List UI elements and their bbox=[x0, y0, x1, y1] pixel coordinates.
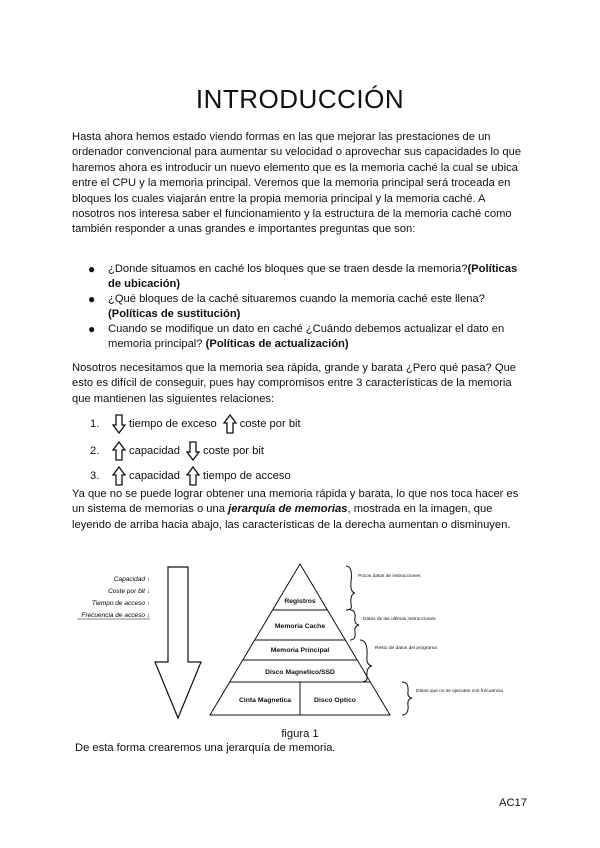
question-policy: (Políticas de sustitución) bbox=[108, 308, 241, 320]
legend-item: Coste por bit ↓ bbox=[108, 588, 150, 595]
relation-a: capacidad bbox=[129, 445, 181, 457]
question-text: Cuando se modifique un dato en caché ¿Cuándo debemos actualizar el dato en memoria principal? bbox=[108, 323, 505, 350]
brace-group bbox=[346, 566, 412, 715]
relation-b: tiempo de acceso bbox=[203, 470, 291, 482]
pyramid bbox=[210, 564, 390, 715]
relation-number: 2. bbox=[90, 445, 100, 457]
big-down-arrow-icon bbox=[155, 567, 201, 718]
arrow-up-icon bbox=[223, 414, 237, 434]
legend-item: Capacidad ↑ bbox=[113, 576, 150, 583]
question-text: ¿Donde situamos en caché los bloques que se traen desde la memoria? bbox=[108, 263, 468, 275]
figure-caption: figura 1 bbox=[281, 728, 319, 740]
level-label: Memoria Principal bbox=[270, 647, 330, 654]
intro-paragraph: Hasta ahora hemos estado viendo formas en las que mejorar las prestaciones de un ordenador convencional para aumentar su velocidad o aprovechar sus capacidades lo que haremos ahora es introducir un nuevo elemento que es la memoria caché la cual se ubica entre el CPU y la memoria principal. Veremos que la memoria principal será troceada en bloques los cuales viajarán entre la propia memoria principal y la memoria caché. A nosotros nos interesa saber el funcionamiento y la estructura de la memoria caché como también responder a unas grandes e importantes preguntas que son: bbox=[72, 131, 522, 236]
list-item bbox=[72, 322, 528, 352]
memory-hierarchy-figure bbox=[72, 552, 542, 722]
legend-item: Tiempo de acceso ↑ bbox=[91, 600, 150, 607]
level-label: Disco Optico bbox=[314, 697, 356, 704]
question-text: ¿Qué bloques de la caché situaremos cuando la memoria caché este llena? bbox=[108, 293, 485, 305]
level-label: Registros bbox=[284, 598, 316, 605]
bullet-icon: ● bbox=[88, 322, 96, 336]
question-policy: (Políticas de actualización) bbox=[205, 338, 349, 350]
tradeoff-paragraph: Nosotros necesitamos que la memoria sea rápida, grande y barata ¿Pero qué pasa? Que esto es difícil de conseguir, pues hay compromisos entre 3 características de la memoria que mantienen las siguientes relaciones: bbox=[72, 362, 517, 405]
relation-row bbox=[90, 465, 297, 487]
hierarchy-emphasis: jerarquía de memorias bbox=[228, 503, 348, 516]
arrow-up-icon bbox=[112, 466, 126, 486]
note-text: Datos de las ultimas instrucciones bbox=[363, 617, 436, 622]
relation-b: coste por bit bbox=[239, 418, 301, 430]
question-policy: (Políticas de ubicación) bbox=[108, 263, 518, 290]
list-item bbox=[72, 262, 528, 292]
questions-list bbox=[72, 262, 528, 352]
hierarchy-text-after: , mostrada en la imagen, que leyendo de arriba hacia abajo, las características de la derecha aumentan o disminuyen. bbox=[72, 503, 511, 531]
page-number: AC17 bbox=[499, 797, 527, 809]
level-label: Cinta Magnetica bbox=[238, 697, 292, 704]
relation-a: capacidad bbox=[129, 470, 181, 482]
relation-number: 1. bbox=[90, 418, 100, 430]
closing-sentence: De esta forma crearemos una jerarquía de memoria. bbox=[75, 742, 336, 754]
bullet-icon: ● bbox=[88, 262, 96, 276]
note-text: Resto de datos del programa bbox=[375, 646, 437, 651]
note-text: Datos que no se ejecutan con frecuencia bbox=[416, 689, 503, 694]
bullet-icon: ● bbox=[88, 292, 96, 306]
list-item bbox=[72, 292, 528, 322]
arrow-up-icon bbox=[186, 466, 200, 486]
level-label: Memoria Cache bbox=[274, 623, 326, 630]
arrow-down-icon bbox=[186, 441, 200, 461]
arrow-down-icon bbox=[112, 414, 126, 434]
page-title: INTRODUCCIÓN bbox=[195, 84, 405, 114]
arrow-up-icon bbox=[112, 441, 126, 461]
relation-b: coste por bit bbox=[203, 445, 264, 457]
relation-a: tiempo de exceso bbox=[129, 418, 217, 430]
relation-number: 3. bbox=[90, 470, 100, 482]
hierarchy-text-before: Ya que no se puede lograr obtener una memoria rápida y barata, lo que nos toca hacer es un sistema de memorias o una bbox=[72, 488, 519, 516]
level-label: Disco Magnetico/SSD bbox=[265, 669, 335, 676]
note-text: Pocos datos de instrucciones bbox=[358, 574, 421, 579]
relation-row bbox=[90, 440, 270, 462]
legend-item: Frecuencia de acceso ↓ bbox=[81, 612, 150, 619]
relation-row bbox=[90, 413, 307, 435]
figure-legend bbox=[77, 576, 150, 619]
hierarchy-paragraph bbox=[72, 487, 528, 533]
